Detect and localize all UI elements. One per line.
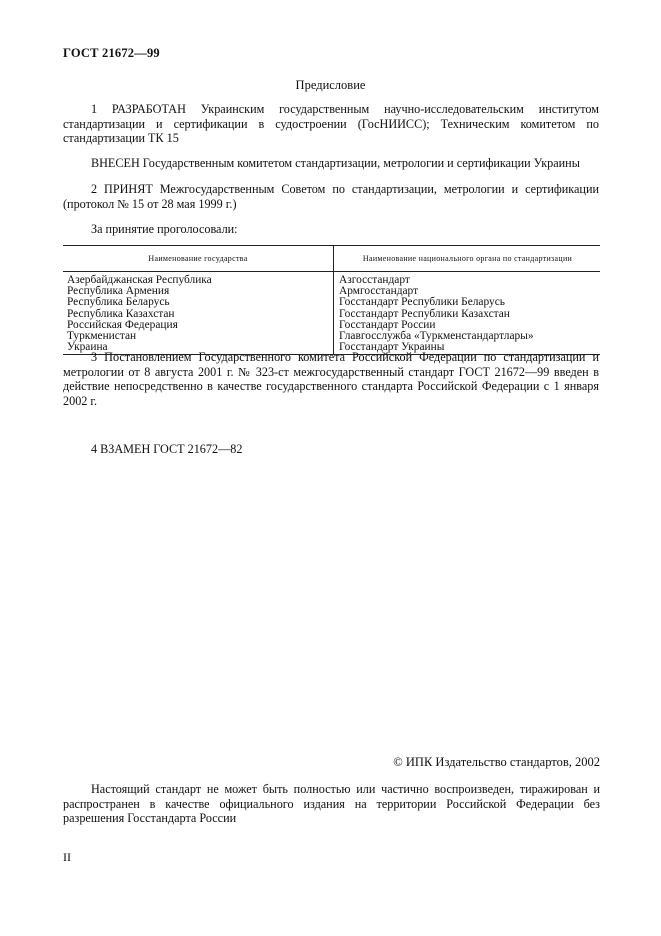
paragraph-voted-intro: За принятие проголосовали: — [91, 222, 238, 236]
reproduction-notice: Настоящий стандарт не может быть полностью или частично воспроизведен, тиражирован и распространен в качестве официального издания на территории Российской Федерации без разрешения Госстандарта России — [63, 782, 600, 825]
standards-body: Армгосстандарт — [339, 285, 419, 298]
state-name: Российская Федерация — [63, 320, 334, 331]
paragraph-introduced: ВНЕСЕН Государственным комитетом стандартизации, метрологии и сертификации Украины — [91, 156, 580, 170]
state-name: Туркменистан — [63, 331, 334, 342]
state-name: Республика Беларусь — [63, 297, 334, 308]
paragraph-developed: 1 РАЗРАБОТАН Украинским государственным научно-исследовательским институтом стандартизации и сертификации в судостроении (ГосНИИСС); Техническим комитетом по стандартизации ТК 15 — [63, 102, 599, 145]
page-number: II — [63, 850, 71, 864]
table-row — [63, 272, 600, 287]
section-title: Предисловие — [295, 78, 366, 92]
table-row — [63, 297, 600, 308]
paragraph-replaces: 4 ВЗАМЕН ГОСТ 21672—82 — [91, 442, 243, 456]
standards-body: Госстандарт Республики Беларусь — [339, 296, 505, 309]
header-standards-body: Наименование национального органа по стандартизации — [334, 246, 601, 272]
standards-body: Госстандарт Республики Казахстан — [339, 307, 510, 320]
state-name: Азербайджанская Республика — [63, 272, 334, 287]
paragraph-enacted: 3 Постановлением Государственного комитета Российской Федерации по стандартизации и метрологии от 8 августа 2001 г. № 323-ст межгосударственный стандарт ГОСТ 21672—99 введен в действие непосредственно в качестве государственного стандарта Российской Федерации с 1 января 2002 г. — [63, 350, 599, 408]
table-row — [63, 331, 600, 342]
state-name: Республика Казахстан — [63, 309, 334, 320]
state-name: Украина — [63, 342, 334, 355]
voting-table — [63, 245, 600, 355]
standards-body: Азгосстандарт — [339, 274, 410, 286]
standards-body: Госстандарт Украины — [334, 342, 601, 355]
standards-body: Главгосслужба «Туркменстандартлары» — [339, 330, 534, 343]
state-name: Республика Армения — [63, 286, 334, 297]
standards-body: Госстандарт России — [339, 318, 436, 331]
document-code: ГОСТ 21672—99 — [63, 46, 160, 60]
copyright-line: © ИПК Издательство стандартов, 2002 — [393, 755, 600, 769]
table-header-row — [63, 246, 600, 272]
header-state-name: Наименование государства — [63, 246, 334, 272]
paragraph-adopted: 2 ПРИНЯТ Межгосударственным Советом по стандартизации, метрологии и сертификации (протокол № 15 от 28 мая 1999 г.) — [63, 182, 599, 211]
